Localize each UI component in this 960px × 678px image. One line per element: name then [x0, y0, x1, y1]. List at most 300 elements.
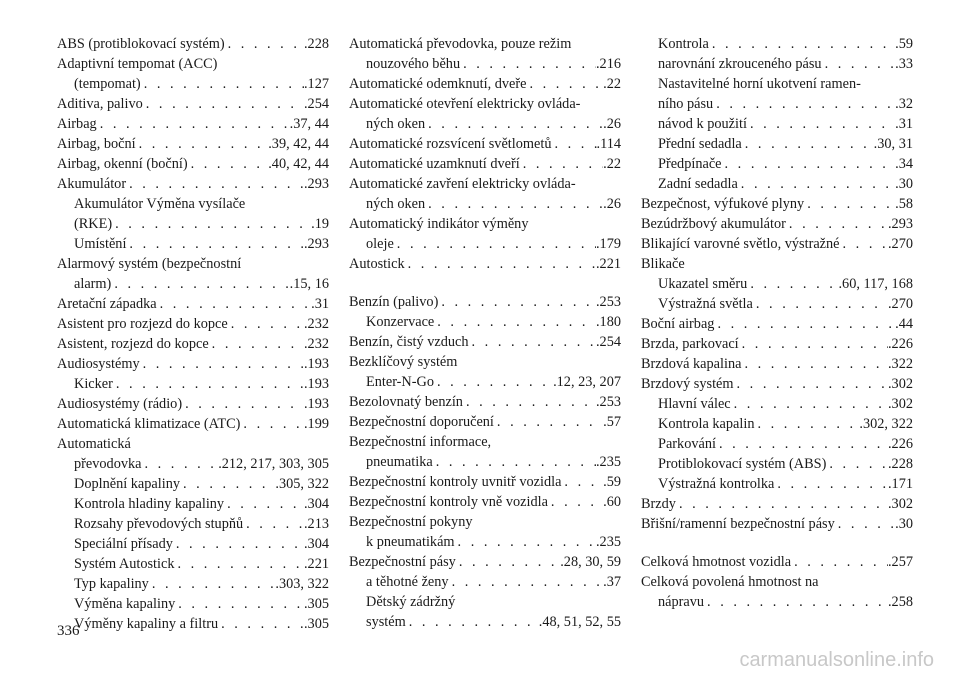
dot-leader	[713, 94, 895, 114]
dot-leader	[826, 454, 888, 474]
page-reference: .22	[603, 76, 621, 92]
dot-leader	[111, 274, 289, 294]
dot-leader	[438, 292, 596, 312]
index-entry	[57, 474, 329, 494]
index-term: Výměny kapaliny a filtru	[74, 616, 219, 632]
index-entry	[57, 414, 329, 434]
index-entry	[641, 134, 913, 154]
index-term: Bezpečnostní pokyny	[349, 514, 473, 530]
index-term: Airbag, okenní (boční)	[57, 156, 188, 172]
dot-leader	[434, 312, 596, 332]
index-term: Přední sedadla	[658, 136, 742, 152]
dot-leader	[734, 374, 888, 394]
dot-leader	[704, 592, 888, 612]
index-term: Kontrola	[658, 36, 709, 52]
index-entry	[349, 572, 621, 592]
dot-leader	[460, 54, 596, 74]
page-reference: .270	[887, 296, 913, 312]
page-number: 336	[57, 623, 80, 639]
index-term: Autostick	[349, 256, 405, 272]
dot-leader	[791, 552, 888, 572]
index-entry	[349, 392, 621, 412]
page-reference: .226	[887, 336, 913, 352]
index-term: ných oken	[366, 116, 426, 132]
page-reference: .232	[303, 336, 329, 352]
page-reference: .40, 42, 44	[268, 156, 329, 172]
dot-leader	[774, 474, 888, 494]
index-term: Benzín (palivo)	[349, 294, 439, 310]
index-term: převodovka	[74, 456, 142, 472]
index-term: Blikající varovné světlo, výstražné	[641, 236, 840, 252]
page-reference: .304	[303, 496, 329, 512]
index-term: Akumulátor	[57, 176, 127, 192]
index-term: Airbag	[57, 116, 97, 132]
page-reference: .293	[303, 236, 329, 252]
index-term: Brzdová kapalina	[641, 356, 742, 372]
index-entry	[641, 234, 913, 254]
index-entry	[349, 174, 621, 194]
index-entry	[57, 374, 329, 394]
dot-leader	[112, 214, 311, 234]
index-term: ABS (protiblokovací systém)	[57, 36, 225, 52]
dot-leader	[731, 394, 888, 414]
index-entry	[641, 354, 913, 374]
page-reference: .253	[595, 294, 621, 310]
index-term: návod k použití	[658, 116, 747, 132]
index-entry	[349, 292, 621, 312]
page-reference: .60, 117, 168	[838, 276, 913, 292]
dot-leader	[140, 354, 304, 374]
dot-leader	[97, 114, 290, 134]
index-term: Bezpečnostní informace,	[349, 434, 492, 450]
index-entry	[57, 234, 329, 254]
index-entry	[641, 334, 913, 354]
index-entry	[641, 434, 913, 454]
page-reference: .254	[303, 96, 329, 112]
page-reference: .258	[887, 594, 913, 610]
index-entry	[641, 114, 913, 134]
page-reference: .31	[895, 116, 913, 132]
index-entry	[641, 274, 913, 294]
index-term: Blikače	[641, 256, 685, 272]
index-term: Typ kapaliny	[74, 576, 149, 592]
index-entry	[57, 254, 329, 274]
page-reference: .114	[596, 136, 621, 152]
page-reference: .48, 51, 52, 55	[538, 614, 621, 630]
index-entry	[57, 274, 329, 294]
index-term: Automatická převodovka, pouze režim	[349, 36, 572, 52]
watermark: carmanualsonline.info	[739, 649, 934, 671]
index-entry	[349, 352, 621, 372]
dot-leader	[561, 472, 603, 492]
index-term: Airbag, boční	[57, 136, 136, 152]
dot-leader	[742, 134, 874, 154]
index-term: Brzdy	[641, 496, 676, 512]
page-reference: .193	[303, 376, 329, 392]
index-entry	[349, 194, 621, 214]
index-term: Bezpečnostní kontroly uvnitř vozidla	[349, 474, 562, 490]
dot-leader	[405, 254, 596, 274]
page-reference: .193	[303, 396, 329, 412]
index-entry	[57, 154, 329, 174]
dot-leader	[822, 54, 896, 74]
index-entry	[57, 394, 329, 414]
page-reference: .303, 322	[275, 576, 329, 592]
index-term: Rozsahy převodových stupňů	[74, 516, 244, 532]
index-entry	[349, 432, 621, 452]
index-entry	[57, 614, 329, 634]
index-column-2	[349, 34, 621, 632]
index-entry	[57, 594, 329, 614]
index-entry	[349, 512, 621, 532]
index-term: Výstražná kontrolka	[658, 476, 775, 492]
dot-leader	[394, 234, 596, 254]
page-reference: .305	[303, 616, 329, 632]
index-term: Protiblokovací systém (ABS)	[658, 456, 827, 472]
page-reference: .30, 31	[873, 136, 913, 152]
page-reference: .19	[311, 216, 329, 232]
page-reference: .26	[603, 116, 621, 132]
dot-leader	[676, 494, 888, 514]
index-entry	[641, 74, 913, 94]
page-reference: .32	[895, 96, 913, 112]
index-entry	[641, 254, 913, 274]
index-term: Brzda, parkovací	[641, 336, 739, 352]
page-reference: .221	[595, 256, 621, 272]
page-reference: .228	[303, 36, 329, 52]
index-term: Automatická	[57, 436, 131, 452]
page-reference: .253	[595, 394, 621, 410]
page-reference: .235	[595, 534, 621, 550]
page-reference: .60	[603, 494, 621, 510]
page-reference: .57	[603, 414, 621, 430]
index-entry	[57, 354, 329, 374]
index-term: Aretační západka	[57, 296, 157, 312]
dot-leader	[753, 294, 888, 314]
page-reference: .302	[887, 496, 913, 512]
page-reference: .232	[303, 316, 329, 332]
index-term: Břišní/ramenní bezpečnostní pásy	[641, 516, 835, 532]
index-entry	[349, 154, 621, 174]
dot-leader	[157, 294, 312, 314]
index-term: Alarmový systém (bezpečnostní	[57, 256, 242, 272]
dot-leader	[456, 552, 560, 572]
index-entry	[57, 514, 329, 534]
dot-leader	[551, 134, 596, 154]
index-entry	[57, 574, 329, 594]
index-entry	[641, 154, 913, 174]
index-term: Asistent, rozjezd do kopce	[57, 336, 209, 352]
dot-leader	[180, 474, 275, 494]
dot-leader	[548, 492, 603, 512]
index-term: Celková povolená hmotnost na	[641, 574, 819, 590]
index-term: nápravu	[658, 594, 705, 610]
dot-leader	[747, 274, 838, 294]
index-term: Bezklíčový systém	[349, 354, 458, 370]
index-term: Bezolovnatý benzín	[349, 394, 463, 410]
index-term: Asistent pro rozjezd do kopce	[57, 316, 228, 332]
page-reference: .235	[595, 454, 621, 470]
index-term: Automatické uzamknutí dveří	[349, 156, 520, 172]
dot-leader	[747, 114, 895, 134]
page-reference: .270	[887, 236, 913, 252]
dot-leader	[722, 154, 896, 174]
index-entry	[349, 54, 621, 74]
index-entry	[57, 94, 329, 114]
page-reference: .305	[303, 596, 329, 612]
index-term: Výměna kapaliny	[74, 596, 176, 612]
index-entry	[349, 372, 621, 392]
index-entry	[349, 234, 621, 254]
page-reference: .302	[887, 376, 913, 392]
index-entry	[57, 334, 329, 354]
page-reference: .226	[887, 436, 913, 452]
dot-leader	[143, 94, 304, 114]
dot-leader	[526, 74, 603, 94]
dot-leader	[174, 554, 303, 574]
index-entry	[641, 494, 913, 514]
index-term: systém	[366, 614, 406, 630]
index-term: Brzdový systém	[641, 376, 734, 392]
page-reference: .37	[603, 574, 621, 590]
index-entry	[57, 294, 329, 314]
dot-leader	[434, 372, 553, 392]
dot-leader	[142, 454, 219, 474]
page-reference: .213	[303, 516, 329, 532]
index-entry	[349, 612, 621, 632]
index-term: narovnání zkrouceného pásu	[658, 56, 822, 72]
page-reference: .59	[603, 474, 621, 490]
index-entry	[641, 94, 913, 114]
page-reference: .33	[895, 56, 913, 72]
index-term: Celková hmotnost vozidla	[641, 554, 792, 570]
index-term: Boční airbag	[641, 316, 715, 332]
index-term: (RKE)	[74, 216, 113, 232]
page-reference: .31	[311, 296, 329, 312]
index-term: Bezpečnostní kontroly vně vozidla	[349, 494, 548, 510]
index-term: Dětský zádržný	[366, 594, 456, 610]
page-reference: .304	[303, 536, 329, 552]
index-term: Výstražná světla	[658, 296, 753, 312]
index-term: Ukazatel směru	[658, 276, 748, 292]
page-reference: .212, 217, 303, 305	[218, 456, 329, 472]
index-term: Předpínače	[658, 156, 722, 172]
page-reference: .39, 42, 44	[268, 136, 329, 152]
index-entry	[349, 532, 621, 552]
index-entry	[641, 174, 913, 194]
dot-leader	[520, 154, 603, 174]
index-entry	[641, 572, 913, 592]
page-reference: .254	[595, 334, 621, 350]
index-term: oleje	[366, 236, 394, 252]
index-term: Aditiva, palivo	[57, 96, 143, 112]
index-entry	[349, 134, 621, 154]
page-reference: .322	[887, 356, 913, 372]
index-entry	[641, 552, 913, 572]
page-reference: .44	[895, 316, 913, 332]
index-entry	[57, 134, 329, 154]
dot-leader	[173, 534, 304, 554]
dot-leader	[141, 74, 304, 94]
index-entry	[349, 254, 621, 274]
page-reference: .228	[887, 456, 913, 472]
index-term: ního pásu	[658, 96, 714, 112]
dot-leader	[738, 174, 895, 194]
index-entry	[57, 554, 329, 574]
index-entry	[349, 412, 621, 432]
index-term: k pneumatikám	[366, 534, 455, 550]
index-term: Automatické odemknutí, dveře	[349, 76, 527, 92]
page-reference: .127	[303, 76, 329, 92]
page-reference: .216	[595, 56, 621, 72]
dot-leader	[786, 214, 888, 234]
index-term: Konzervace	[366, 314, 435, 330]
index-term: pneumatika	[366, 454, 433, 470]
index-term: Parkování	[658, 436, 716, 452]
dot-leader	[126, 174, 304, 194]
dot-leader	[741, 354, 888, 374]
index-term: Audiosystémy (rádio)	[57, 396, 183, 412]
index-term: Benzín, čistý vzduch	[349, 334, 469, 350]
index-term: Hlavní válec	[658, 396, 731, 412]
dot-leader	[714, 314, 895, 334]
index-entry	[641, 414, 913, 434]
index-entry	[57, 54, 329, 74]
index-term: Akumulátor Výměna vysílače	[74, 196, 246, 212]
index-entry	[57, 194, 329, 214]
page-reference: .180	[595, 314, 621, 330]
dot-leader	[240, 414, 304, 434]
dot-leader	[754, 414, 859, 434]
index-entry	[349, 114, 621, 134]
index-term: Systém Autostick	[74, 556, 175, 572]
index-term: Automatické otevření elektricky ovláda-	[349, 96, 581, 112]
dot-leader	[182, 394, 304, 414]
index-term: ných oken	[366, 196, 426, 212]
dot-leader	[243, 514, 304, 534]
page-reference: .26	[603, 196, 621, 212]
index-entry	[57, 214, 329, 234]
page-reference: .179	[595, 236, 621, 252]
dot-leader	[433, 452, 596, 472]
dot-leader	[709, 34, 895, 54]
page-reference: .221	[303, 556, 329, 572]
index-entry	[641, 474, 913, 494]
index-entry	[641, 454, 913, 474]
index-term: (tempomat)	[74, 76, 141, 92]
index-entry	[641, 394, 913, 414]
dot-leader	[224, 494, 304, 514]
dot-leader	[425, 194, 603, 214]
page-reference: .293	[887, 216, 913, 232]
index-entry	[641, 314, 913, 334]
index-entry	[349, 332, 621, 352]
dot-leader	[469, 332, 596, 352]
index-entry	[349, 214, 621, 234]
page-reference: .58	[895, 196, 913, 212]
dot-leader	[449, 572, 604, 592]
page-reference: .34	[895, 156, 913, 172]
index-term: Automatické rozsvícení světlometů	[349, 136, 552, 152]
index-entry	[57, 434, 329, 454]
dot-leader	[225, 34, 304, 54]
index-term: Bezúdržbový akumulátor	[641, 216, 786, 232]
index-term: Automatický indikátor výměny	[349, 216, 529, 232]
index-entry	[641, 34, 913, 54]
index-entry	[641, 194, 913, 214]
page-reference: .302, 322	[859, 416, 913, 432]
index-column-3	[641, 34, 913, 612]
index-entry	[641, 214, 913, 234]
dot-leader	[716, 434, 888, 454]
dot-leader	[463, 392, 596, 412]
index-entry	[57, 34, 329, 54]
page-reference: .59	[895, 36, 913, 52]
index-term: Doplnění kapaliny	[74, 476, 181, 492]
index-term: Adaptivní tempomat (ACC)	[57, 56, 218, 72]
index-entry	[349, 452, 621, 472]
index-entry	[57, 534, 329, 554]
dot-leader	[136, 134, 269, 154]
index-entry	[349, 94, 621, 114]
page-reference: .30	[895, 516, 913, 532]
page-reference: .302	[887, 396, 913, 412]
page-reference: .37, 44	[289, 116, 329, 132]
index-term: Kontrola kapalin	[658, 416, 755, 432]
dot-leader	[455, 532, 596, 552]
index-term: a těhotné ženy	[366, 574, 449, 590]
index-entry	[57, 174, 329, 194]
page-reference: .305, 322	[275, 476, 329, 492]
dot-leader	[739, 334, 888, 354]
page-reference: .199	[303, 416, 329, 432]
index-entry	[349, 552, 621, 572]
page-reference: .193	[303, 356, 329, 372]
index-term: Audiosystémy	[57, 356, 140, 372]
index-entry	[641, 374, 913, 394]
index-term: Zadní sedadla	[658, 176, 738, 192]
index-term: Bezpečnostní doporučení	[349, 414, 494, 430]
index-term: Nastavitelné horní ukotvení ramen-	[658, 76, 861, 92]
index-entry	[57, 454, 329, 474]
index-entry	[57, 74, 329, 94]
index-entry	[349, 472, 621, 492]
index-entry	[349, 312, 621, 332]
index-entry	[349, 592, 621, 612]
index-term: alarm)	[74, 276, 112, 292]
dot-leader	[188, 154, 269, 174]
index-term: Kicker	[74, 376, 113, 392]
page-reference: .28, 30, 59	[560, 554, 621, 570]
dot-leader	[175, 594, 304, 614]
index-entry	[641, 514, 913, 534]
dot-leader	[209, 334, 304, 354]
dot-leader	[804, 194, 895, 214]
dot-leader	[835, 514, 895, 534]
dot-leader	[494, 412, 603, 432]
index-term: Bezpečnostní pásy	[349, 554, 456, 570]
dot-leader	[406, 612, 539, 632]
index-term: Umístění	[74, 236, 127, 252]
dot-leader	[113, 374, 304, 394]
page-reference: .15, 16	[289, 276, 329, 292]
index-entry	[57, 494, 329, 514]
index-column-1	[57, 34, 329, 634]
page-reference: .257	[887, 554, 913, 570]
page-reference: .30	[895, 176, 913, 192]
index-term: Automatické zavření elektricky ovláda-	[349, 176, 576, 192]
index-term: Kontrola hladiny kapaliny	[74, 496, 225, 512]
